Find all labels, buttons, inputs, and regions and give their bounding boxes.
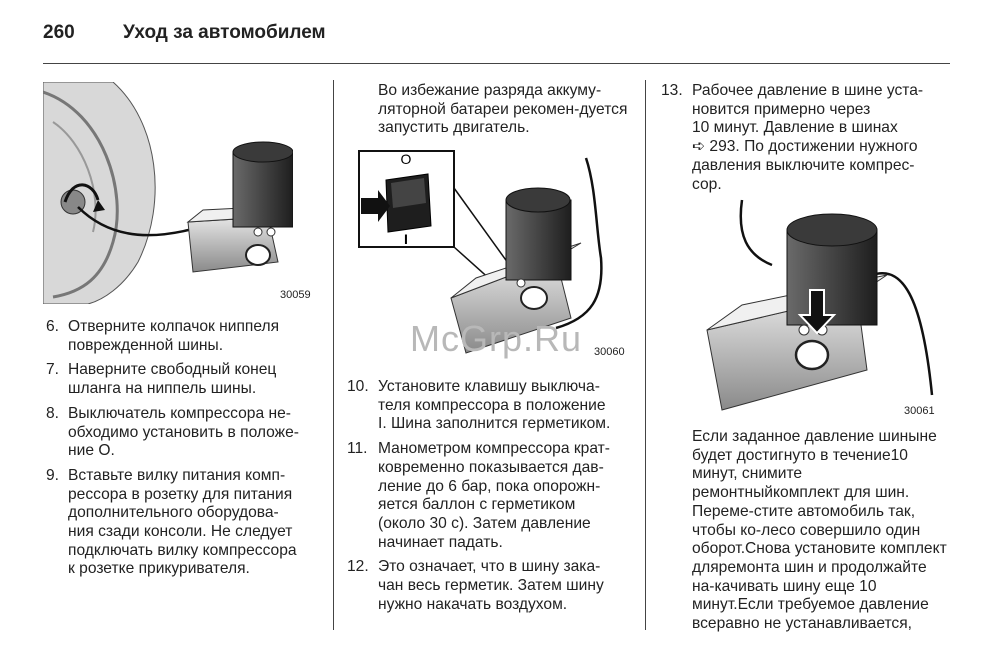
text-line: стите автомобиль так, чтобы ко-	[692, 502, 916, 539]
list-number: 7.	[46, 361, 60, 379]
list-item	[43, 361, 323, 398]
list-number: 8.	[46, 404, 60, 422]
pressure-note	[692, 428, 950, 634]
compressor-arrow-illustration	[692, 195, 942, 420]
list-item	[345, 440, 635, 552]
text-line: I. Шина заполнится герметиком.	[378, 415, 611, 433]
text-line: к розетке прикуривателя.	[68, 560, 250, 578]
text-line: Отверните колпачок ниппеля	[68, 318, 280, 335]
text-line: ляторной батареи рекомен-	[378, 100, 580, 118]
figure-id: 30059	[280, 289, 311, 301]
steps-list-col3	[660, 82, 950, 200]
text-line: Снова установите комплект для	[692, 540, 947, 576]
figure-id: 30061	[904, 405, 935, 417]
text-line: 10 минут, снимите ремонтный	[692, 446, 908, 502]
text-line: качивать шину еще 10 минут.	[692, 577, 877, 614]
text-line: (около 30 с). Затем давление	[378, 514, 591, 532]
text-line: Рабочее давление в шине уста-	[692, 82, 924, 99]
list-item	[43, 405, 323, 461]
text-line: подключать вилку компрессора	[68, 541, 297, 559]
steps-list-col1	[43, 318, 323, 585]
wheel-compressor-illustration	[43, 82, 293, 304]
list-number: 6.	[46, 318, 60, 335]
text-line: Манометром компрессора крат-	[378, 440, 610, 458]
text-line: ление до 6 бар, пока опорожн-	[378, 477, 601, 495]
text-line: Вставьте вилку питания комп-	[68, 466, 286, 484]
text-line: лесо совершило один оборот.	[692, 521, 921, 558]
figure-compressor-arrow	[692, 195, 942, 420]
text-line: ➪ 293. По достижении нужного	[692, 138, 918, 156]
text-line: нужно накачать воздухом.	[378, 595, 568, 613]
column-divider-2	[645, 80, 646, 630]
text-line: чан весь герметик. Затем шину	[378, 577, 604, 595]
text-line: Это означает, что в шину зака-	[378, 558, 601, 576]
text-line: новится примерно через	[692, 100, 871, 118]
list-item	[43, 467, 323, 579]
text-line: Если требуемое давление все	[692, 596, 929, 633]
text-line: рессора в розетку для питания	[68, 485, 293, 503]
switch-on-symbol: I	[404, 231, 408, 247]
text-line: комплект для шин. Переме-	[692, 484, 910, 520]
list-number: 12.	[347, 558, 369, 576]
list-number: 10.	[347, 378, 369, 395]
text-line: равно не устанавливается,	[716, 615, 913, 633]
text-line: обходимо установить в положе-	[68, 423, 299, 441]
figure-wheel-compressor	[43, 82, 311, 304]
column-divider-1	[333, 80, 334, 630]
list-number: 13.	[661, 82, 683, 99]
header-rule	[43, 63, 950, 64]
text-line: Во избежание разряда аккуму-	[378, 82, 602, 99]
list-number: 11.	[347, 440, 368, 458]
page-title: Уход за автомобилем	[123, 22, 326, 43]
text-line: ковременно показывается дав-	[378, 458, 604, 476]
watermark: McGrp.Ru	[410, 318, 583, 359]
text-line: теля компрессора в положение	[378, 396, 606, 414]
list-item	[660, 82, 950, 194]
list-item	[345, 558, 635, 614]
text-line: ремонта шин и продолжайте на-	[692, 558, 927, 595]
text-line: яется баллон с герметиком	[378, 496, 576, 514]
text-line: ние O.	[68, 442, 115, 460]
list-number: 9.	[46, 466, 60, 484]
text-line: не будет достигнуто в течение	[692, 428, 937, 464]
text-line: сор.	[692, 175, 722, 193]
figure-id: 30060	[594, 346, 625, 358]
text-line: дуется запустить двигатель.	[378, 100, 628, 137]
list-item	[345, 378, 635, 434]
text-line: Установите клавишу выключа-	[378, 378, 600, 395]
text-line: шланга на ниппель шины.	[68, 380, 257, 398]
text-line: 10 минут. Давление в шинах	[692, 119, 898, 137]
text-line: начинает падать.	[378, 533, 503, 551]
steps-list-col2	[345, 378, 635, 620]
text-line: Выключатель компрессора не-	[68, 404, 291, 422]
battery-note	[378, 82, 638, 138]
text-line: Если заданное давление шины	[692, 428, 920, 445]
text-line: давления выключите компрес-	[692, 156, 915, 174]
list-item	[43, 318, 323, 355]
text-line: ния сзади консоли. Не следует	[68, 523, 293, 541]
text-line: Наверните свободный конец	[68, 361, 277, 379]
switch-off-symbol: O	[400, 151, 412, 167]
page-number: 260	[43, 22, 75, 43]
text-line: поврежденной шины.	[68, 336, 224, 354]
text-line: дополнительного оборудова-	[68, 504, 279, 522]
